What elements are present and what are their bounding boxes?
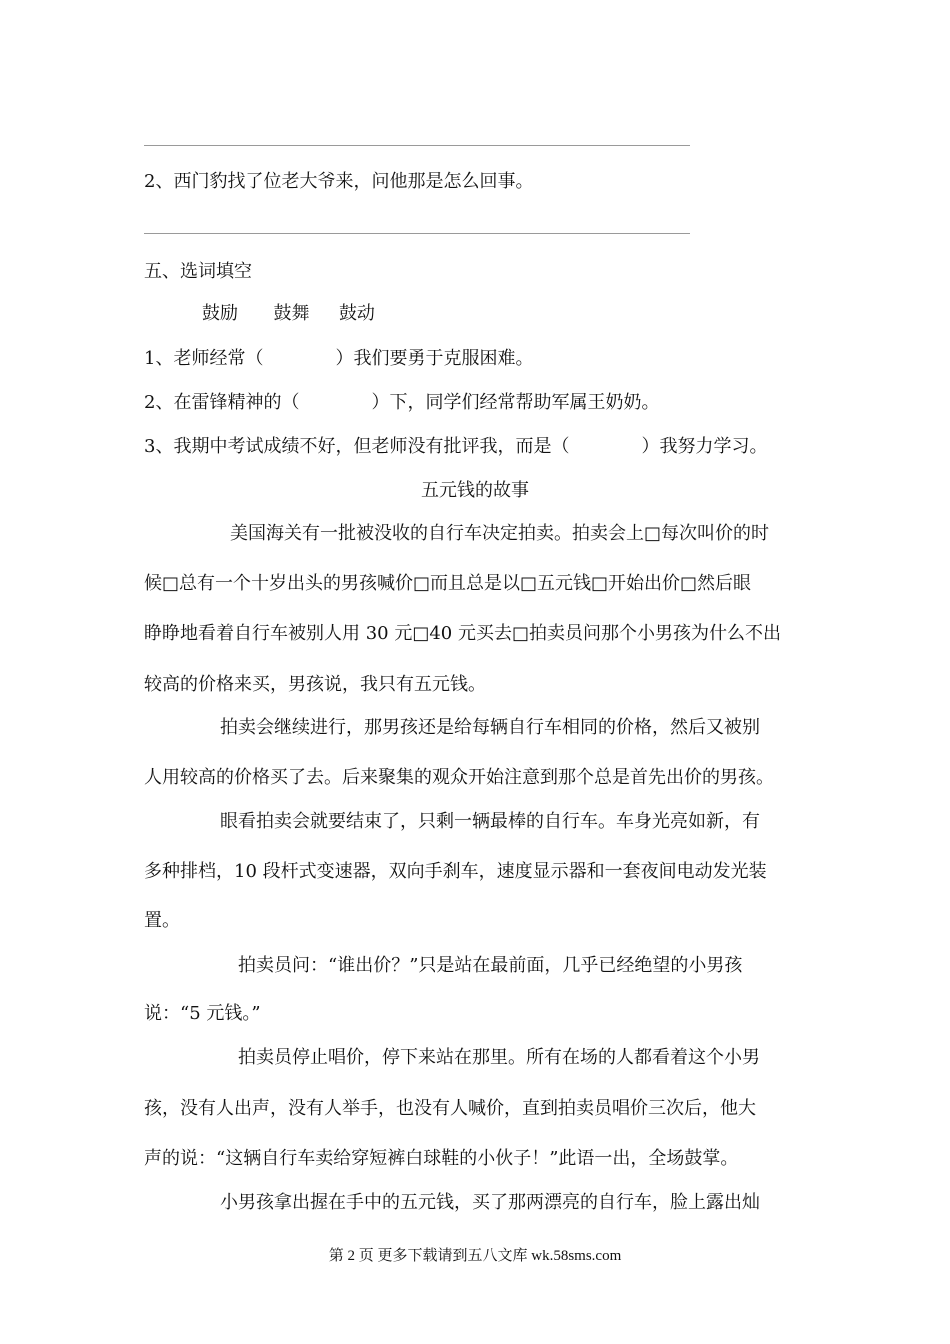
section-5-title: 五、选词填空	[144, 261, 252, 282]
word-bank	[202, 302, 375, 326]
answer-line-1	[144, 145, 690, 146]
story-line: 候□总有一个十岁出头的男孩喊价□而且总是以□五元钱□开始出价□然后眼	[144, 573, 752, 594]
story-title: 五元钱的故事	[421, 480, 529, 501]
word-option-3: 鼓动	[338, 303, 375, 324]
story-line: 多种排档，10 段杆式变速器，双向手刹车，速度显示器和一套夜间电动发光装	[144, 861, 767, 882]
fill-question-3: 3、我期中考试成绩不好，但老师没有批评我，而是（ ）我努力学习。	[144, 436, 768, 457]
story-line: 人用较高的价格买了去。后来聚集的观众开始注意到那个总是首先出价的男孩。	[144, 767, 774, 788]
question-4-2: 2、西门豹找了位老大爷来，问他那是怎么回事。	[144, 171, 534, 192]
fill-question-2: 2、在雷锋精神的（ ）下，同学们经常帮助军属王奶奶。	[144, 392, 660, 413]
story-line: 拍卖会继续进行，那男孩还是给每辆自行车相同的价格，然后又被别	[220, 717, 760, 738]
story-line: 说：“5 元钱。”	[144, 1003, 261, 1024]
story-line: 小男孩拿出握在手中的五元钱，买了那两漂亮的自行车，脸上露出灿	[220, 1192, 760, 1213]
fill-question-1: 1、老师经常（ ）我们要勇于克服困难。	[144, 348, 534, 369]
story-line: 拍卖员问：“谁出价？”只是站在最前面，几乎已经绝望的小男孩	[238, 955, 743, 976]
story-line: 睁睁地看着自行车被别人用 30 元□40 元买去□拍卖员问那个小男孩为什么不出	[144, 623, 781, 644]
page-footer: 第 2 页 更多下载请到五八文库 wk.58sms.com	[328, 1248, 622, 1264]
story-line: 眼看拍卖会就要结束了，只剩一辆最棒的自行车。车身光亮如新，有	[220, 811, 760, 832]
story-line: 美国海关有一批被没收的自行车决定拍卖。拍卖会上□每次叫价的时	[230, 523, 770, 544]
story-line: 置。	[144, 910, 180, 931]
word-option-2: 鼓舞	[273, 303, 310, 324]
story-line: 拍卖员停止唱价，停下来站在那里。所有在场的人都看着这个小男	[238, 1047, 760, 1068]
story-line: 声的说：“这辆自行车卖给穿短裤白球鞋的小伙子！”此语一出，全场鼓掌。	[144, 1148, 739, 1169]
word-option-1: 鼓励	[202, 303, 238, 324]
story-line: 较高的价格来买，男孩说，我只有五元钱。	[144, 674, 486, 695]
answer-line-2	[144, 233, 690, 234]
story-line: 孩，没有人出声，没有人举手，也没有人喊价，直到拍卖员唱价三次后，他大	[144, 1098, 756, 1119]
